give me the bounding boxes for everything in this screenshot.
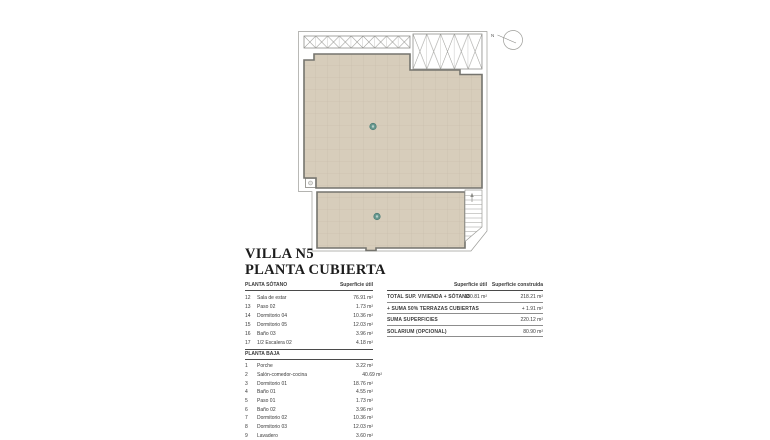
row-value: 10.36 m² (353, 313, 373, 319)
table-row (245, 397, 373, 406)
row-name: Dormitorio 03 (257, 424, 353, 430)
row-name: Baño 01 (257, 389, 356, 395)
table-row (245, 330, 373, 339)
drain-icon (370, 123, 376, 129)
col-header-util: Superficie útil (454, 282, 487, 288)
row-value: 3.22 m² (356, 363, 373, 369)
row-value: 3.96 m² (356, 331, 373, 337)
summary-construida: 80.90 m² (523, 329, 543, 335)
row-name: 1/2 Escalera 02 (257, 340, 356, 346)
row-number: 17 (245, 340, 257, 346)
table-row (245, 294, 373, 303)
summary-row (387, 314, 543, 326)
row-value: 1.73 m² (356, 398, 373, 404)
summary-label: SOLARIUM (OPCIONAL) (387, 329, 447, 335)
table-row (245, 388, 373, 397)
row-name: Lavadero (257, 433, 356, 439)
row-number: 8 (245, 424, 257, 430)
summary-construida: 218.21 m² (520, 294, 543, 300)
baja-rows (245, 362, 373, 440)
drain-icon (374, 213, 380, 219)
summary-label: SUMA SUPERFICIES (387, 317, 438, 323)
pergola-strip-right-icon (413, 34, 482, 69)
row-value: 4.18 m² (356, 340, 373, 346)
row-number: 4 (245, 389, 257, 395)
page-title-line2: PLANTA CUBIERTA (245, 263, 386, 279)
row-value: 76.91 m² (353, 295, 373, 301)
summary-label: TOTAL SUP. VIVIENDA + SÓTANO (387, 294, 470, 300)
north-arrow-icon (491, 31, 523, 50)
row-number: 12 (245, 295, 257, 301)
table-row (245, 405, 373, 414)
row-value: 40.69 m² (362, 372, 382, 378)
section-header-sotano (245, 280, 373, 291)
row-number: 2 (245, 372, 257, 378)
summary-util: 180.81 m² (464, 294, 487, 300)
summary-row (387, 303, 543, 315)
summary-label: + SUMA 50% TERRAZAS CUBIERTAS (387, 306, 479, 312)
table-row (245, 362, 373, 371)
row-number: 16 (245, 331, 257, 337)
floor-plan (288, 18, 558, 262)
sotano-rows (245, 294, 373, 348)
main-roof-terrace (304, 54, 482, 188)
section-header-baja (245, 349, 373, 360)
row-name: Paso 01 (257, 398, 356, 404)
row-name: Dormitorio 05 (257, 322, 353, 328)
table-row (245, 371, 373, 380)
corner-symbol-icon (306, 179, 316, 188)
summary-table (387, 280, 543, 337)
row-name: Paso 02 (257, 304, 356, 310)
section-title: PLANTA SÓTANO (245, 282, 287, 288)
row-name: Baño 03 (257, 331, 356, 337)
row-value: 18.76 m² (353, 381, 373, 387)
row-value: 1.73 m² (356, 304, 373, 310)
table-row (245, 414, 373, 423)
row-name: Dormitorio 02 (257, 415, 353, 421)
row-number: 9 (245, 433, 257, 439)
row-number: 1 (245, 363, 257, 369)
page-title-line1: VILLA N5 (245, 247, 386, 263)
north-label: N (491, 33, 494, 38)
col-header-construida: Superficie construida (492, 282, 543, 288)
summary-row (387, 326, 543, 338)
row-number: 13 (245, 304, 257, 310)
lower-roof-terrace (317, 192, 465, 251)
table-row (245, 303, 373, 312)
row-value: 3.60 m² (356, 433, 373, 439)
summary-construida: 220.12 m² (520, 317, 543, 323)
row-name: Porche (257, 363, 356, 369)
summary-construida: + 1.91 m² (522, 306, 543, 312)
row-value: 10.36 m² (353, 415, 373, 421)
table-row (245, 432, 373, 440)
row-name: Dormitorio 01 (257, 381, 353, 387)
section-title: PLANTA BAJA (245, 351, 280, 357)
summary-row (387, 291, 543, 303)
table-row (245, 312, 373, 321)
row-value: 12.03 m² (353, 322, 373, 328)
pergola-strip-left-icon (304, 36, 410, 48)
row-name: Sala de estar (257, 295, 353, 301)
section-col-header: Superficie útil (340, 282, 373, 288)
row-value: 3.96 m² (356, 407, 373, 413)
summary-header (387, 280, 543, 291)
row-number: 7 (245, 415, 257, 421)
page-title (245, 247, 386, 278)
row-number: 3 (245, 381, 257, 387)
row-name: Baño 02 (257, 407, 356, 413)
table-row (245, 379, 373, 388)
row-name: Salón-comedor-cocina (257, 372, 362, 378)
row-name: Dormitorio 04 (257, 313, 353, 319)
table-row (245, 321, 373, 330)
table-row (245, 423, 373, 432)
stairs (465, 190, 482, 242)
row-value: 4.55 m² (356, 389, 373, 395)
row-number: 14 (245, 313, 257, 319)
row-number: 6 (245, 407, 257, 413)
row-number: 5 (245, 398, 257, 404)
areas-table (245, 280, 373, 440)
table-row (245, 339, 373, 348)
row-number: 15 (245, 322, 257, 328)
row-value: 12.03 m² (353, 424, 373, 430)
